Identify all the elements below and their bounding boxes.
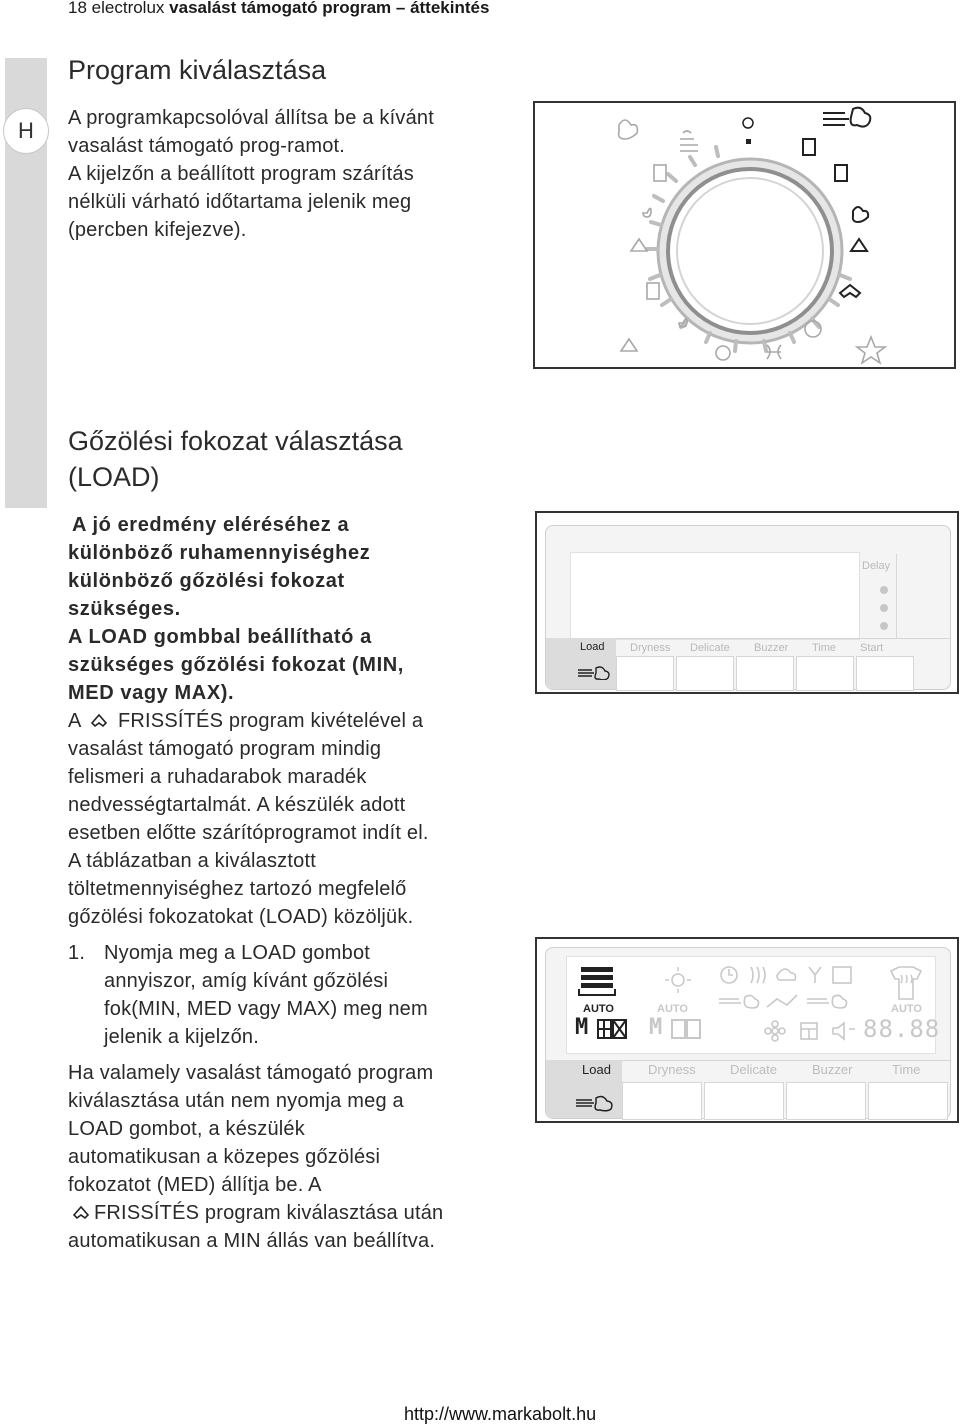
text-line: vasalást támogató program mindig [68,738,382,760]
delay-label: Delay [862,560,891,572]
text-line: felismeri a ruhadarabok maradék [68,766,367,788]
triangle-icon-bottom-left [621,339,637,351]
control-panel-illustration-2 [535,937,959,1123]
panel-button [736,656,794,691]
text-line: LOAD gombot, a készülék [68,1118,305,1140]
panel-button [856,656,914,691]
dryness-button-label: Dryness [630,642,671,654]
section-heading-program: Program kiválasztása [68,55,327,85]
steam-cloud-icon [823,108,870,127]
cupboard-icon-2 [647,283,659,299]
text-line: töltetmennyiséghez tartozó megfelelő [68,878,407,900]
delicate-button-label: Delicate [730,1062,777,1077]
steam-progress-row [717,989,867,1013]
text-line: annyiszor, amíg kívánt gőzölési [104,970,389,992]
bold-line: különböző ruhamennyiséghez [68,542,371,564]
brand-name: electrolux [91,0,165,17]
panel-button [704,1082,784,1120]
cotton-dark-icon [853,207,868,222]
text-line: jelenik a kijelzőn. [104,1026,259,1048]
wool-icon [805,321,821,337]
load-button-label: Load [580,641,605,653]
text-line: esetben előtte szárítóprogramot indít el. [68,822,429,844]
text-line: nedvességtartalmát. A készülék adott [68,794,406,816]
indicator-led [880,586,888,594]
panel-surface [545,947,951,1119]
steam-load-icon [576,664,616,680]
heading-line: (LOAD) [68,462,160,492]
shirt-icon [803,139,815,155]
clock-icon [716,346,730,360]
buzzer-button-label: Buzzer [812,1062,853,1077]
indicator-led [880,622,888,630]
refresh-text: FRISSÍTÉS program kivételével a [117,710,424,732]
auto-label-active: AUTO [583,1003,614,1015]
page-header [68,0,489,18]
auto-label-time: AUTO [891,1003,922,1015]
time-button-label: Time [812,642,837,654]
time-button-label: Time [892,1062,921,1077]
time-digits: 88.88 [863,1015,941,1043]
segment-grid-icon [597,1019,627,1039]
cupboard-icon [654,165,666,181]
dial-position-circle-icon [743,118,753,128]
step-number: 1. [68,942,86,964]
refresh-line [68,707,508,735]
dryness-segment: M [649,1015,663,1040]
bold-line: A LOAD gombbal beállítható a [68,626,372,648]
program-dial-illustration [533,101,956,369]
refresh-text: FRISSÍTÉS program kiválasztása után [94,1202,444,1224]
panel-button [786,1082,866,1120]
text-line: A programkapcsolóval állítsa be a kívánt [68,107,434,129]
delay-area [896,554,951,638]
sun-icon [663,965,693,995]
lcd-display [566,956,941,1054]
refresh-icon [68,1203,94,1221]
bold-line: A jó eredmény eléréséhez a [72,514,350,536]
section-heading-load [68,423,403,495]
page-number: 18 [68,0,87,17]
control-panel-illustration-1 [535,511,959,694]
text-line: kiválasztása után nem nyomja meg a [68,1090,404,1112]
star-icon [857,337,885,363]
program-dial-svg [535,103,954,367]
triangle-icon-left [631,239,647,251]
text-line: automatikusan a közepes gőzölési [68,1146,381,1168]
text-line: A kijelzőn a beállított program szárítás [68,163,414,185]
refresh-prefix: A [68,710,81,732]
drop-icon [643,208,651,217]
delicate-button-label: Delicate [690,642,730,654]
refresh-icon [86,711,112,729]
text-line: (percben kifejezve). [68,219,247,241]
footer-url[interactable]: http://www.markabolt.hu [404,1404,597,1424]
bold-line: szükséges. [68,598,181,620]
triangle-dark-icon [851,239,867,251]
program-icons-row [717,963,867,987]
refresh-dark-icon [840,285,860,297]
dial-pointer-square-icon [746,139,751,144]
section1-text [68,104,508,244]
text-line: fokozatot (MED) állítja be. A [68,1174,322,1196]
buzzer-button-label: Buzzer [754,642,789,654]
language-badge: H [3,108,49,154]
text-line: nélküli várható időtartama jelenik meg [68,191,412,213]
indicator-led [880,604,888,612]
step-text [68,939,508,1051]
bold-line: különböző gőzölési fokozat [68,570,345,592]
panel-button [676,656,734,691]
section2-text [68,511,508,1255]
load-level-segment-active: M [575,1015,589,1040]
text-line: Nyomja meg a LOAD gombot [104,942,371,964]
text-line: gőzölési fokozatokat (LOAD) közöljük. [68,906,414,928]
panel-button [622,1082,702,1120]
cotton-icon [619,120,638,139]
display-window [570,552,860,640]
heading-line: Gőzölési fokozat választása [68,426,403,456]
butterfly-icon [767,345,781,359]
load-button-label: Load [582,1062,611,1077]
panel-button [796,656,854,691]
text-line: fok(MIN, MED vagy MAX) meg nem [104,998,428,1020]
load-stack-icon [577,965,617,999]
dryness-button-label: Dryness [648,1062,696,1077]
section-title: vasalást támogató program – áttekintés [169,0,490,17]
text-line: A táblázatban a kiválasztott [68,850,316,872]
auto-label-dryness: AUTO [657,1003,688,1015]
bold-line: szükséges gőzölési fokozat (MIN, [68,654,404,676]
text-line: Ha valamely vasalást támogató program [68,1062,434,1084]
text-line: vasalást támogató prog-ramot. [68,135,346,157]
option-icons-row [763,1019,863,1043]
shirt-icon-2 [835,165,847,181]
bold-line: MED vagy MAX). [68,682,235,704]
note-paragraph [68,1059,508,1255]
text-line: automatikusan a MIN állás van beállítva. [68,1230,436,1252]
step-list-item [68,939,508,1051]
start-button-label: Start [860,642,884,654]
panel-button [868,1082,948,1120]
segment-grid-icon-inactive [671,1019,701,1039]
shirt-steam-icon [883,963,929,1003]
steam-load-icon [574,1092,622,1112]
panel-button [616,656,674,691]
refresh-line-2 [68,1199,508,1227]
iron-steam-icon [680,131,698,151]
panel-surface [545,525,951,690]
